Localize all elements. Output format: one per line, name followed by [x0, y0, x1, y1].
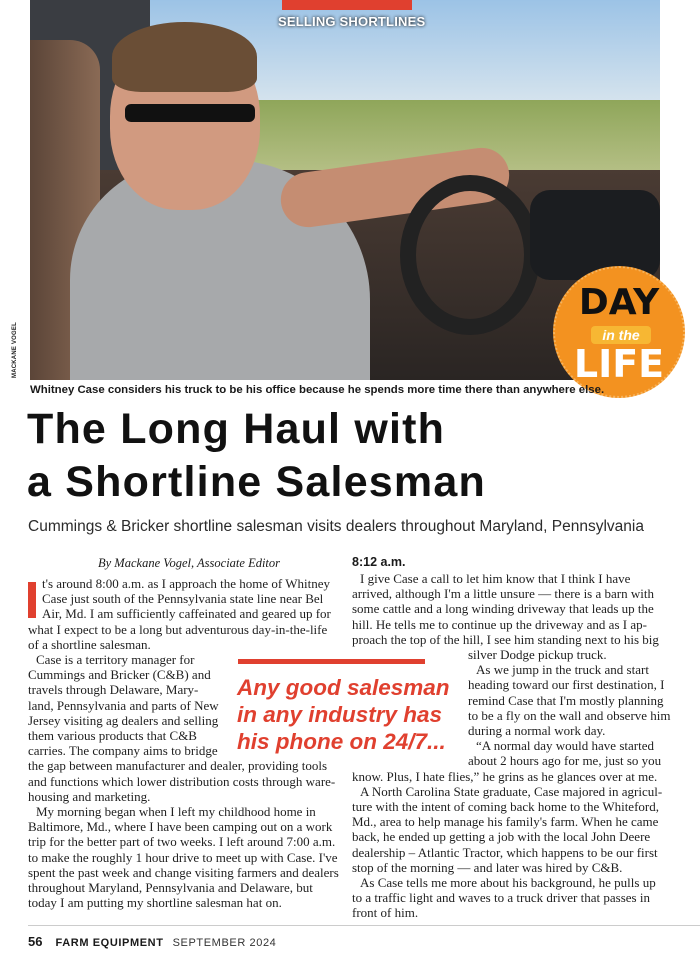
left-column-line: Case just south of the Pennsylvania state line near Bel [42, 591, 324, 607]
photo-caption: Whitney Case considers his truck to be his office because he spends more time there than anywhere else. [30, 384, 605, 396]
right-column-line: As we jump in the truck and start [476, 662, 649, 678]
left-column-line: Case is a territory manager for [36, 652, 195, 667]
left-column-line: them various products that C&B [28, 728, 197, 743]
magazine-name: FARM EQUIPMENT [55, 937, 164, 949]
right-column-line: during a normal work day. [468, 723, 606, 738]
right-column-line: arrived, although I'm a little unsure — there is a barn with [352, 586, 654, 602]
photo-credit: MACKANE VOGEL [12, 322, 18, 378]
right-column-line: dealership – Atlantic Tractor, which happens to be our first [352, 844, 658, 860]
right-column-line: ture with the intent of coming back home to the Whiteford, [352, 799, 659, 814]
right-column-line: stop of the morning — and later was hired by C&B. [352, 859, 623, 875]
left-column-line: Air, Md. I am sufficiently caffeinated and geared up for [42, 606, 331, 622]
drop-cap [28, 582, 36, 618]
right-column-line: back, he ended up getting a job with the local John Deere [352, 829, 651, 845]
badge-day: DAY [578, 282, 660, 323]
right-column-line: heading toward our first destination, I [468, 677, 665, 693]
right-column-line: some cattle and a long winding driveway that leads up the [352, 601, 654, 617]
right-column-line: front of him. [352, 905, 419, 921]
left-column-line: the gap between manufacturer and dealer, providing tools [28, 758, 328, 774]
pull-quote-line: in any industry has [237, 702, 443, 727]
pull-quote-rule [238, 659, 425, 664]
left-column-line: My morning began when I left my childhood home in [36, 804, 316, 819]
subheadline: Cummings & Bricker shortline salesman visits dealers throughout Maryland, Pennsylvania [28, 518, 644, 535]
right-column-line: remind Case that I'm mostly planning [468, 692, 664, 708]
left-column-line: throughout Maryland, Pennsylvania and Delaware, but [28, 880, 313, 895]
left-column-line: to make the roughly 1 hour drive to meet up with Case. I've [28, 849, 338, 865]
left-column-line: travels through Delaware, Mary- [28, 682, 199, 698]
right-column-line: to a traffic light and waves to a truck driver that passes in [352, 890, 650, 906]
footer-divider [28, 925, 700, 926]
left-column-line: what I expect to be a long but adventurous day-in-the-life [28, 621, 328, 637]
left-column-line: carries. The company aims to bridge [28, 743, 218, 759]
byline: By Mackane Vogel, Associate Editor [98, 556, 281, 570]
badge-in-the: in the [591, 326, 651, 344]
time-heading: 8:12 a.m. [352, 555, 406, 569]
right-column-line: to be a fly on the wall and observe him [468, 707, 671, 723]
issue-date: SEPTEMBER 2024 [172, 937, 277, 949]
right-column-line: proach the top of the hill, I see him standing next to his big [352, 631, 659, 647]
badge-life: LIFE [573, 342, 665, 386]
right-column-line: A North Carolina State graduate, Case majored in agricul- [360, 783, 663, 799]
right-column-line: know. Plus, I hate flies,” he grins as he glances over at me. [352, 768, 658, 784]
section-label: SELLING SHORTLINES [278, 14, 426, 29]
headline-line-1: The Long Haul with [27, 405, 446, 453]
left-column-line: and functions which lower distribution costs through ware- [28, 773, 336, 789]
left-column-line: trip for the better part of two weeks. I left around 7:00 a.m. [28, 834, 336, 850]
left-column-line: Cummings and Bricker (C&B) and [28, 667, 211, 683]
pull-quote [237, 674, 450, 755]
right-column-line: silver Dodge pickup truck. [468, 647, 607, 662]
left-column-line: today I am putting my shortline salesman hat on. [28, 895, 282, 911]
page-footer [28, 934, 276, 949]
left-column-line: land, Pennsylvania and parts of New [28, 697, 219, 713]
right-column-line: about 2 hours ago for me, just so you [468, 753, 662, 769]
left-column-line: spent the past week and change visiting farmers and dealers [28, 864, 339, 880]
page-number: 56 [28, 934, 43, 949]
right-column-line: hill. He tells me to continue up the driveway and as I ap- [352, 616, 647, 632]
section-banner-bar [282, 0, 412, 10]
pull-quote-line: his phone on 24/7... [237, 729, 446, 754]
left-column-line: of a shortline salesman. [28, 636, 151, 652]
day-in-the-life-badge [553, 266, 685, 398]
left-column-line: housing and marketing. [28, 788, 151, 804]
left-column-line: Baltimore, Md., where I have been camping out on a work [28, 819, 333, 835]
headline-line-2: a Shortline Salesman [27, 458, 486, 506]
pull-quote-line: Any good salesman [237, 675, 450, 700]
right-column-line: “A normal day would have started [476, 738, 654, 754]
left-column-line: t's around 8:00 a.m. as I approach the home of Whitney [42, 576, 331, 591]
right-column-line: I give Case a call to let him know that I think I have [360, 571, 631, 586]
left-column-line: Jersey visiting ag dealers and selling [28, 712, 219, 728]
right-column-line: As Case tells me more about his background, he pulls up [360, 875, 656, 890]
right-column-line: Md., area to help manage his family's farm. When he came [352, 814, 659, 830]
